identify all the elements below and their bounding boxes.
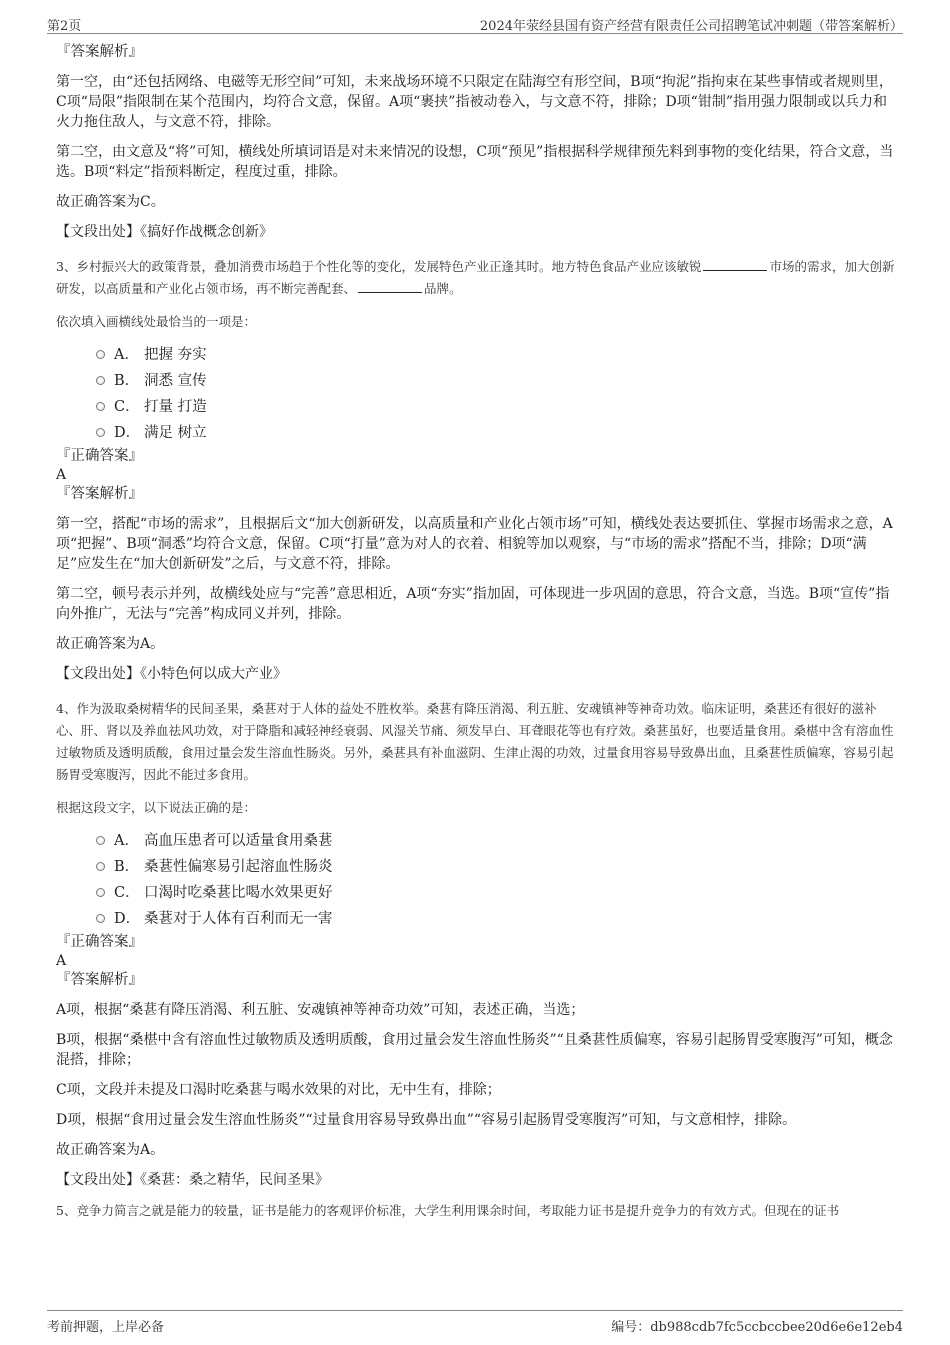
q4-option-a[interactable]: A． 高血压患者可以适量食用桑葚 (96, 826, 896, 852)
document-title: 2024年荥经县国有资产经营有限责任公司招聘笔试冲刺题（带答案解析） (479, 19, 903, 34)
q3-stem: 3、乡村振兴大的政策背景，叠加消费市场趋于个性化等的变化，发展特色产业正逢其时。地方特色食品产业应该敏锐 市场的需求，加大创新研发，以高质量和产业化占领市场，再不断完善配套、 品牌。 (56, 259, 895, 296)
q4-option-c[interactable]: C． 口渴时吃桑葚比喝水效果更好 (96, 878, 896, 904)
q3-conclusion: 故正确答案为A。 (56, 636, 165, 652)
q3-source: 【文段出处】《小特色何以成大产业》 (56, 666, 287, 682)
q3-blank-2 (358, 280, 422, 293)
q4-analysis-label: 『答案解析』 (56, 972, 143, 988)
radio-icon[interactable] (96, 402, 105, 411)
radio-icon[interactable] (96, 376, 105, 385)
q4-source: 【文段出处】《桑葚：桑之精华，民间圣果》 (56, 1172, 329, 1188)
q4-conclusion: 故正确答案为A。 (56, 1142, 165, 1158)
q4-correct-answer: A (56, 953, 67, 969)
footer-slogan: 考前押题，上岸必备 (47, 1320, 165, 1335)
radio-icon[interactable] (96, 888, 105, 897)
q4-options (96, 826, 896, 930)
page-number: 第2页 (47, 19, 82, 34)
q5-stem: 5、竞争力简言之就是能力的较量，证书是能力的客观评价标准，大学生利用课余时间，考取能力证书是提升竞争力的有效方式。但现在的证书 (56, 1203, 839, 1218)
q3-analysis-label: 『答案解析』 (56, 486, 143, 502)
answer-analysis-label: 『答案解析』 (56, 44, 143, 60)
footer-doc-id: 编号：db988cdb7fc5ccbccbee20d6e6e12eb4 (611, 1320, 903, 1335)
prev-conclusion: 故正确答案为C。 (56, 194, 165, 210)
radio-icon[interactable] (96, 914, 105, 923)
q3-prompt: 依次填入画横线处最恰当的一项是： (56, 314, 257, 329)
prev-source: 【文段出处】《搞好作战概念创新》 (56, 224, 273, 240)
radio-icon[interactable] (96, 836, 105, 845)
q3-blank-1 (703, 258, 767, 271)
q4-option-d[interactable]: D． 桑葚对于人体有百利而无一害 (96, 904, 896, 930)
q3-options (96, 340, 896, 444)
q4-option-b[interactable]: B． 桑葚性偏寒易引起溶血性肠炎 (96, 852, 896, 878)
page-footer (47, 1310, 903, 1335)
q4-stem: 4、作为汲取桑树精华的民间圣果，桑葚对于人体的益处不胜枚举。桑葚有降压消渴、利五脏、安魂镇神等神奇功效。临床证明，桑葚还有很好的滋补心、肝、肾以及养血祛风功效，对于降脂和减轻神经衰弱、风湿关节痛、须发早白、耳聋眼花等也有疗效。桑葚虽好，也要适量食用。桑椹中含有溶血性过敏物质及透明质酸，食用过量会发生溶血性肠炎。另外，桑葚具有补血滋阴、生津止渴的功效，过量食用容易导致鼻出血，且桑葚性质偏寒，容易引起肠胃受寒腹泻，因此不能过多食用。 (56, 701, 894, 782)
q3-analysis-para1: 第一空，搭配“市场的需求”，且根据后文“加大创新研发，以高质量和产业化占领市场”可知，横线处表达要抓住、掌握市场需求之意，A项“把握”、B项“洞悉”均符合文意，保留。C项“打量”意为对人的衣着、相貌等加以观察，与“市场的需求”搭配不当，排除；D项“满足”应发生在“加大创新研发”之后，与文意不符，排除。 (56, 516, 893, 572)
q3-option-a[interactable]: A． 把握 夯实 (96, 340, 896, 366)
q3-option-c[interactable]: C． 打量 打造 (96, 392, 896, 418)
q4-analysis-c: C项，文段并未提及口渴时吃桑葚与喝水效果的对比，无中生有，排除； (56, 1082, 501, 1098)
radio-icon[interactable] (96, 428, 105, 437)
prev-analysis-para2: 第二空，由文意及“将”可知，横线处所填词语是对未来情况的设想，C项“预见”指根据科学规律预先料到事物的变化结果，符合文意，当选。B项“料定”指预料断定，程度过重，排除。 (56, 144, 894, 180)
q3-correct-answer: A (56, 467, 67, 483)
radio-icon[interactable] (96, 862, 105, 871)
q3-option-b[interactable]: B． 洞悉 宣传 (96, 366, 896, 392)
q3-option-d[interactable]: D． 满足 树立 (96, 418, 896, 444)
q4-analysis-d: D项，根据“食用过量会发生溶血性肠炎”“过量食用容易导致鼻出血”“容易引起肠胃受寒腹泻”可知，与文意相悖，排除。 (56, 1112, 797, 1128)
q3-correct-answer-label: 『正确答案』 (56, 448, 143, 464)
q4-correct-answer-label: 『正确答案』 (56, 934, 143, 950)
q3-analysis-para2: 第二空，顿号表示并列，故横线处应与“完善”意思相近，A项“夯实”指加固，可体现进一步巩固的意思，符合文意，当选。B项“宣传”指向外推广，无法与“完善”构成同义并列，排除。 (56, 586, 890, 622)
q4-analysis-b: B项，根据“桑椹中含有溶血性过敏物质及透明质酸，食用过量会发生溶血性肠炎”“且桑葚性质偏寒，容易引起肠胃受寒腹泻”可知，概念混搭，排除； (56, 1032, 893, 1068)
radio-icon[interactable] (96, 350, 105, 359)
q4-analysis-a: A项，根据“桑葚有降压消渴、利五脏、安魂镇神等神奇功效”可知，表述正确，当选； (56, 1002, 585, 1018)
q4-prompt: 根据这段文字，以下说法正确的是： (56, 800, 257, 815)
prev-analysis-para1: 第一空，由“还包括网络、电磁等无形空间”可知，未来战场环境不只限定在陆海空有形空间，B项“拘泥”指拘束在某些事情或者规则里，C项“局限”指限制在某个范围内，均符合文意，保留。A项“裹挟”指被动卷入，与文意不符，排除；D项“钳制”指用强力限制或以兵力和火力拖住敌人，与文意不符，排除。 (56, 74, 893, 130)
document-content (56, 42, 896, 1222)
page-header (47, 11, 903, 34)
